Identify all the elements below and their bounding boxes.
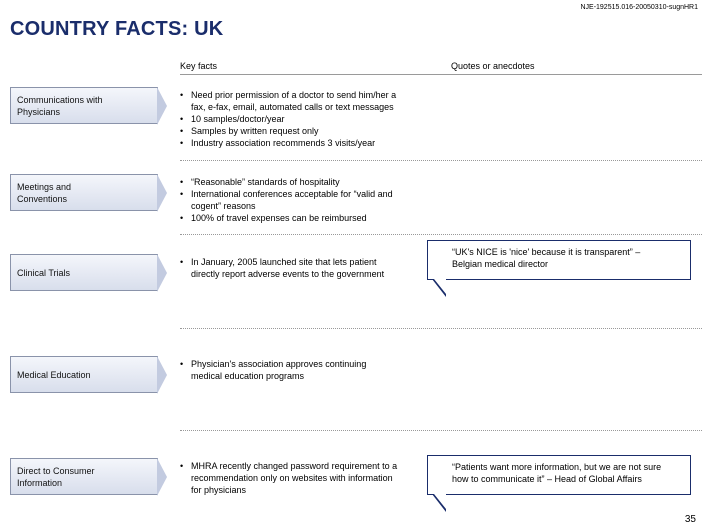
- bullet-item: • 10 samples/doctor/year: [180, 113, 428, 125]
- bullet-item: • Samples by written request only: [180, 125, 428, 137]
- row-label-medical-education: Medical Education: [17, 370, 91, 380]
- row-label-box-meetings: [10, 174, 158, 211]
- page-title: COUNTRY FACTS: UK: [10, 18, 224, 40]
- bullet-item: • In January, 2005 launched site that lets patient directly report adverse events to the government: [180, 256, 428, 280]
- quote-callout-dtc: “Patients want more information, but we are not sure how to communicate it” – Head of Global Affairs: [427, 455, 691, 495]
- quotes-header: Quotes or anecdotes: [451, 61, 535, 71]
- row-divider: [180, 328, 702, 329]
- bullets-dtc: [180, 460, 428, 496]
- row-label-communications: Communications with Physicians: [17, 95, 103, 117]
- row-label-meetings: Meetings and Conventions: [17, 182, 72, 204]
- bullet-item: • Physician's association approves continuing medical education programs: [180, 358, 428, 382]
- bullet-item: • “Reasonable” standards of hospitality: [180, 176, 428, 188]
- bullets-clinical-trials: [180, 256, 428, 280]
- row-label-box-medical-education: [10, 356, 158, 393]
- quote-tail-fill: [434, 279, 446, 294]
- row-label-box-dtc: [10, 458, 158, 495]
- document-id: NJE-192515.016-20050310-sugnHR1: [580, 4, 698, 11]
- row-divider: [180, 234, 702, 235]
- quote-tail-fill: [434, 494, 446, 509]
- bullets-communications: [180, 89, 428, 149]
- row-label-clinical-trials: Clinical Trials: [17, 268, 71, 278]
- row-label-box-clinical-trials: [10, 254, 158, 291]
- bullet-item: • International conferences acceptable for “valid and cogent” reasons: [180, 188, 428, 212]
- bullet-item: • Need prior permission of a doctor to send him/her a fax, e-fax, email, automated calls or text messages: [180, 89, 428, 113]
- row-label-box-communications: [10, 87, 158, 124]
- row-arrow-dtc: [157, 458, 167, 496]
- row-arrow-medical-education: [157, 356, 167, 394]
- bullets-medical-education: [180, 358, 428, 382]
- bullet-item: • 100% of travel expenses can be reimbursed: [180, 212, 428, 224]
- row-arrow-meetings: [157, 174, 167, 212]
- row-arrow-clinical-trials: [157, 254, 167, 292]
- bullet-item: • MHRA recently changed password requirement to a recommendation only on websites with information for physicians: [180, 460, 428, 496]
- bullet-item: • Industry association recommends 3 visits/year: [180, 137, 428, 149]
- header-divider: [180, 74, 702, 75]
- row-label-dtc: Direct to Consumer Information: [17, 466, 95, 488]
- row-divider: [180, 430, 702, 431]
- bullets-meetings: [180, 176, 428, 224]
- key-facts-header: Key facts: [180, 61, 218, 71]
- row-divider: [180, 160, 702, 161]
- quote-callout-clinical-trials: “UK's NICE is 'nice' because it is transparent” – Belgian medical director: [427, 240, 691, 280]
- page-number: 35: [684, 514, 696, 525]
- row-arrow-communications: [157, 87, 167, 125]
